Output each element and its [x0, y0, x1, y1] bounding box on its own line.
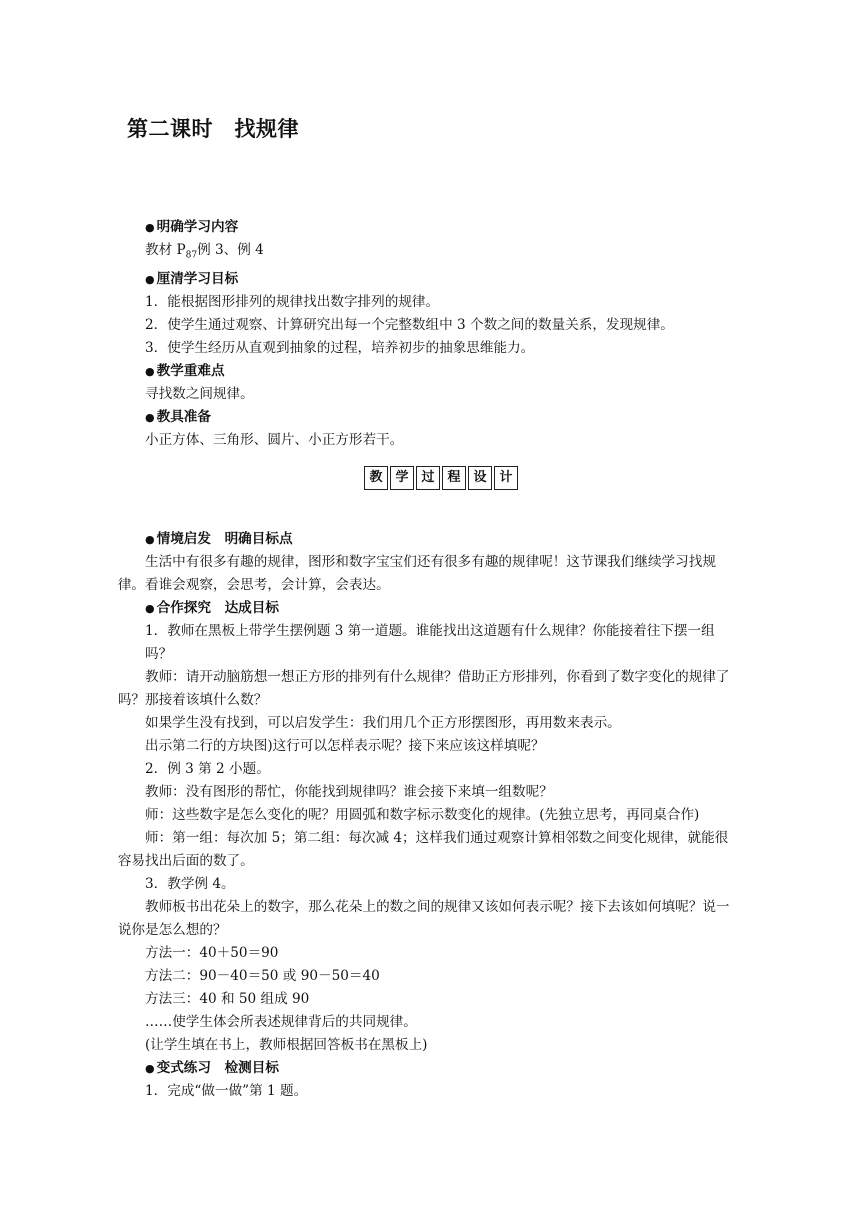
banner-char: 设 — [468, 466, 492, 490]
banner-char: 过 — [416, 466, 440, 490]
page-title: 第二课时 找规律 — [127, 117, 299, 141]
bullet-icon: ● — [145, 410, 155, 424]
paragraph: 教师：请开动脑筋想一想正方形的排列有什么规律？借助正方形排列，你看到了数字变化的规律了吗？那接着该填什么数？ — [117, 668, 730, 708]
paragraph: 3．教学例 4。 — [145, 875, 235, 892]
section-heading: ● 合作探究 达成目标 — [145, 599, 279, 616]
paragraph: 1．完成“做一做”第 1 题。 — [145, 1082, 308, 1099]
paragraph: (让学生填在书上，教师根据回答板书在黑板上) — [145, 1036, 428, 1053]
paragraph: 师：这些数字是怎么变化的呢？用圆弧和数字标示数变化的规律。(先独立思考，再同桌合作) — [145, 806, 700, 823]
section-banner — [145, 466, 737, 490]
banner-char: 教 — [364, 466, 388, 490]
section-heading: ● 情境启发 明确目标点 — [145, 530, 293, 547]
goal-line: 2．使学生通过观察、计算研究出每一个完整数组中 3 个数之间的数量关系，发现规律。 — [145, 316, 674, 333]
section-heading: ● 教学重难点 — [145, 362, 225, 379]
goal-line: 3．使学生经历从直观到抽象的过程，培养初步的抽象思维能力。 — [145, 339, 535, 356]
content-line: 寻找数之间规律。 — [145, 385, 254, 402]
method-line: 方法一：40＋50＝90 — [145, 944, 279, 961]
bullet-icon: ● — [145, 532, 155, 546]
paragraph: 如果学生没有找到，可以启发学生：我们用几个正方形摆图形，再用数来表示。 — [145, 714, 621, 731]
paragraph: ……使学生体会所表述规律背后的共同规律。 — [145, 1013, 417, 1030]
section-heading: ● 教具准备 — [145, 408, 211, 425]
method-line: 方法二：90－40＝50 或 90－50＝40 — [145, 967, 380, 984]
bullet-icon: ● — [145, 272, 155, 286]
paragraph: 出示第二行的方块图)这行可以怎样表示呢？接下来应该这样填呢？ — [145, 737, 545, 754]
content-line: 小正方体、三角形、圆片、小正方形若干。 — [145, 431, 404, 448]
bullet-icon: ● — [145, 1061, 155, 1075]
paragraph: 生活中有很多有趣的规律，图形和数字宝宝们还有很多有趣的规律呢！这节课我们继续学习找规律。看谁会观察，会思考，会计算，会表达。 — [117, 553, 716, 593]
bullet-icon: ● — [145, 221, 155, 234]
banner-char: 程 — [442, 466, 466, 490]
bullet-icon: ● — [145, 601, 155, 615]
content-line: 教材 $P_{87}$例 3、例 4 — [145, 242, 264, 261]
paragraph: 师：第一组：每次加 5；第二组：每次减 4；这样我们通过观察计算相邻数之间变化规律，就能很容易找出后面的数了。 — [117, 829, 729, 869]
content-block — [117, 216, 737, 1103]
section-heading: ● 明确学习内容 — [145, 219, 239, 235]
paragraph: 1．教师在黑板上带学生摆例题 3 第一道题。谁能找出这道题有什么规律？你能接着往下摆一组吗？ — [145, 622, 715, 662]
bullet-icon: ● — [145, 364, 155, 378]
paragraph: 2．例 3 第 2 小题。 — [145, 760, 270, 777]
paragraph: 教师：没有图形的帮忙，你能找到规律吗？谁会接下来填一组数呢？ — [145, 783, 553, 800]
paragraph: 教师板书出花朵上的数字，那么花朵上的数之间的规律又该如何表示呢？接下去该如何填呢？说一说你是怎么想的？ — [117, 898, 730, 938]
section-heading: ● 厘清学习目标 — [145, 270, 239, 287]
banner-char: 学 — [390, 466, 414, 490]
section-heading: ● 变式练习 检测目标 — [145, 1059, 279, 1076]
goal-line: 1．能根据图形排列的规律找出数字排列的规律。 — [145, 293, 440, 310]
banner-char: 计 — [494, 466, 518, 490]
method-line: 方法三：40 和 50 组成 90 — [145, 990, 310, 1007]
